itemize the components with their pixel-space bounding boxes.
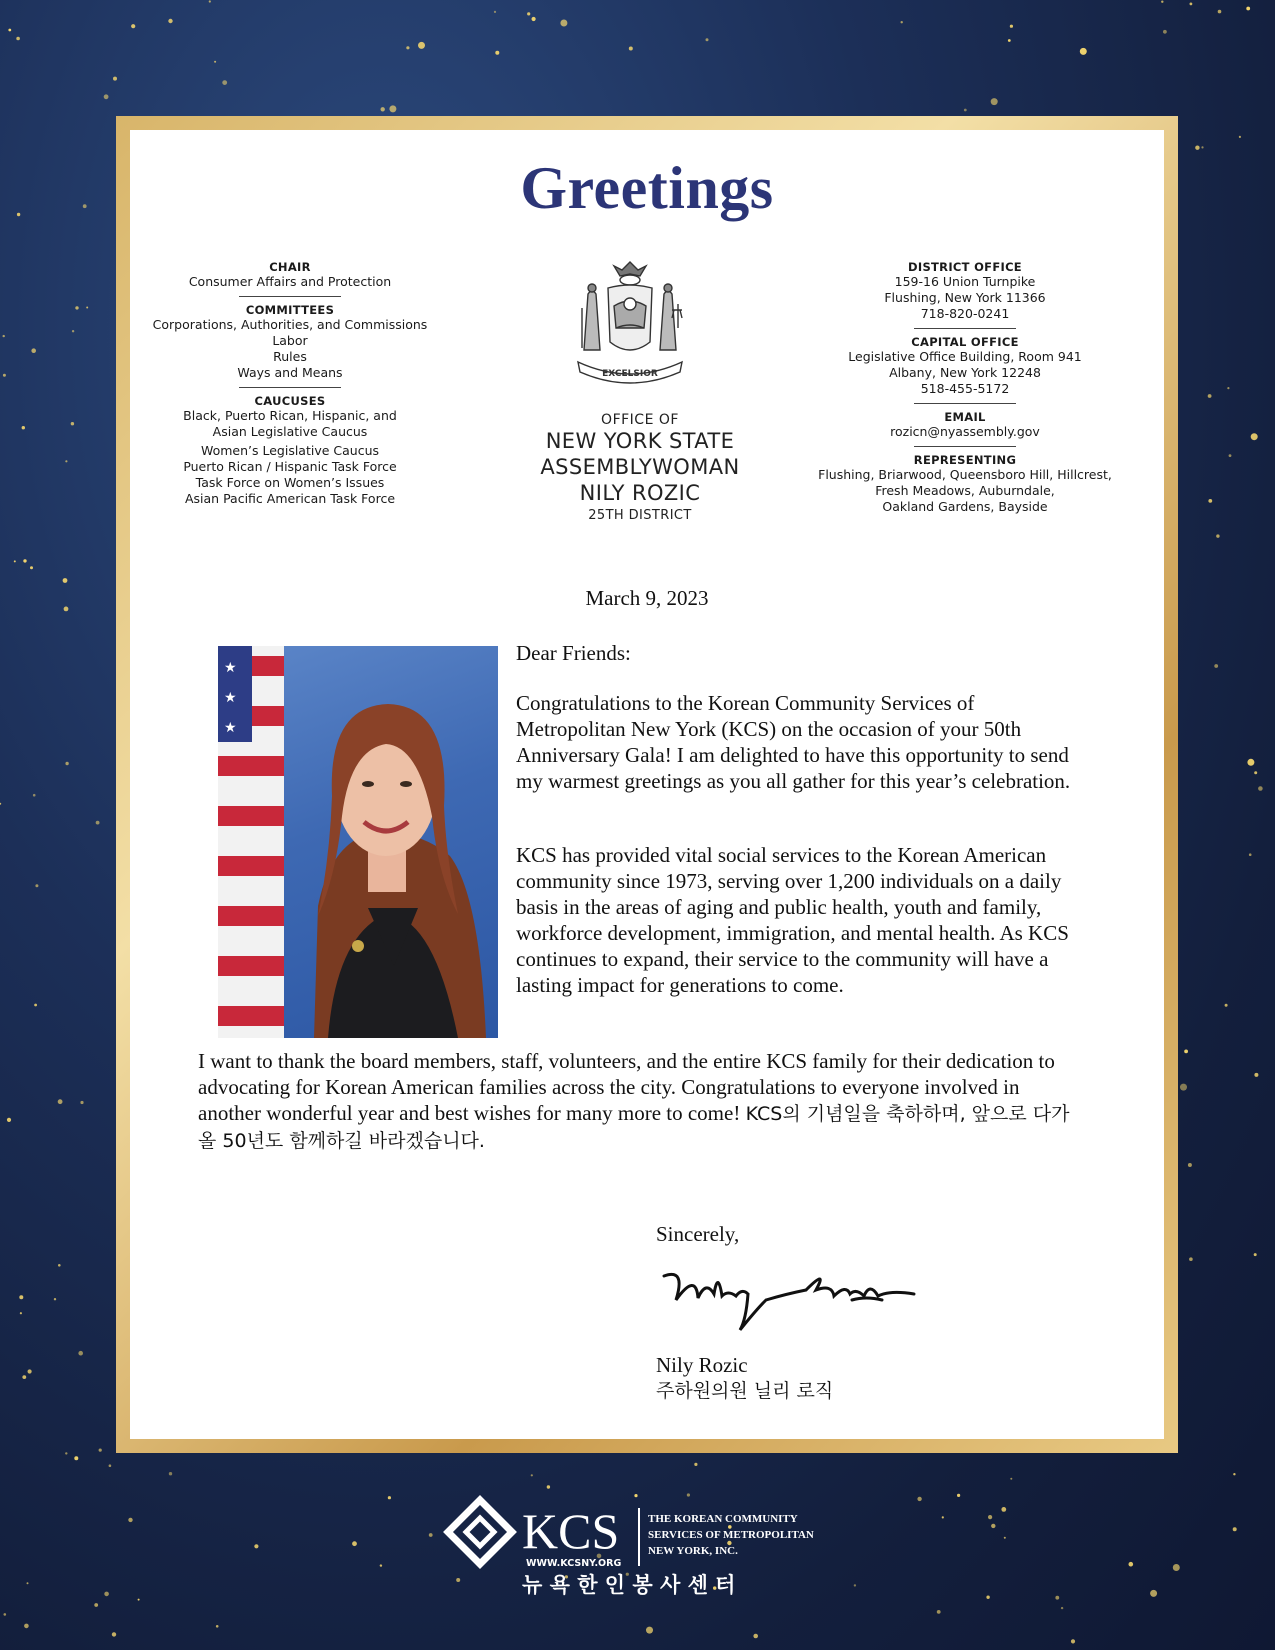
star [1163, 30, 1167, 34]
office-line: ASSEMBLYWOMAN [540, 455, 740, 479]
star [209, 0, 211, 2]
letter-paragraph-english: I want to thank the board members, staff, volunteers, and the entire KCS family for their dedication to advocating for Korean American families across the city. Congratulations to everyone involved in another wonderful year and best wishes for many more to come! [198, 1049, 1055, 1125]
star [1061, 1607, 1063, 1609]
star [1246, 7, 1250, 11]
star [429, 1533, 433, 1537]
star [901, 21, 903, 23]
office-title [510, 412, 770, 523]
star [1188, 1163, 1192, 1167]
star [28, 1369, 32, 1373]
star [131, 24, 135, 28]
star [128, 1518, 132, 1522]
star [991, 98, 998, 105]
letter-paragraph: KCS has provided vital social services to the Korean American community since 1973, serving over 1,200 individuals on a daily basis in the areas of aging and public health, youth and family, workforce development, immigration, and mental health. As KCS continues to expand, their service to the community will have a lasting impact for generations to come. [516, 843, 1069, 997]
star [54, 1298, 56, 1300]
star [1216, 534, 1219, 537]
seal-motto: EXCELSIOR [602, 369, 658, 379]
star [104, 1592, 109, 1597]
star [99, 1449, 102, 1452]
committees-label: COMMITTEES [245, 303, 335, 317]
caucuses-label: CAUCUSES [254, 394, 326, 408]
star [1004, 1537, 1006, 1539]
star [1189, 1257, 1193, 1261]
letter-closing: Sincerely, [656, 1222, 740, 1246]
chair-text: Consumer Affairs and Protection [188, 274, 392, 289]
star [75, 306, 78, 309]
star [1254, 1073, 1258, 1077]
star [19, 1295, 23, 1299]
star [381, 107, 385, 111]
star [35, 884, 38, 887]
star [547, 1485, 550, 1488]
chair-label: CHAIR [269, 260, 311, 274]
star [1071, 1639, 1075, 1643]
star [1227, 387, 1229, 389]
star [560, 20, 567, 27]
star [94, 1603, 98, 1607]
star [0, 803, 1, 805]
star [1080, 48, 1087, 55]
star [1001, 1507, 1006, 1512]
letter-salutation: Dear Friends: [516, 641, 631, 665]
star [1195, 146, 1199, 150]
star [1254, 771, 1257, 774]
kcs-fullname-line: THE KOREAN COMMUNITY [648, 1513, 798, 1525]
star [1254, 1253, 1257, 1256]
assembly-roles-column [150, 254, 430, 507]
committee-item: Ways and Means [237, 365, 343, 380]
star [72, 330, 74, 332]
star [78, 1351, 83, 1356]
caucus-item: Asian Pacific American Task Force [184, 491, 396, 506]
star [3, 374, 6, 377]
star [96, 821, 100, 825]
kcs-korean-name: 뉴 욕 한 인 봉 사 센 터 [522, 1573, 736, 1597]
star [1129, 1562, 1134, 1567]
star [352, 1541, 357, 1546]
contact-column [805, 254, 1125, 515]
capital-line: Albany, New York 12248 [889, 365, 1041, 380]
assemblywoman-portrait [218, 646, 498, 1038]
star [216, 1625, 219, 1628]
kcs-fullname-line: SERVICES OF METROPOLITAN [648, 1529, 814, 1541]
star [942, 1516, 944, 1518]
star [1239, 136, 1241, 138]
star [1258, 786, 1263, 791]
star [706, 38, 709, 41]
star [214, 61, 216, 63]
committee-item: Labor [272, 333, 308, 348]
star [1229, 454, 1232, 457]
star [1190, 3, 1193, 6]
star [988, 1515, 992, 1519]
office-district: 25TH DISTRICT [588, 508, 692, 523]
star [65, 762, 68, 765]
star [24, 1624, 29, 1629]
star [531, 1474, 533, 1476]
star [991, 1524, 995, 1528]
star [1150, 1590, 1157, 1597]
signer-block [656, 1352, 833, 1404]
office-name: NILY ROZIC [579, 481, 701, 505]
star [23, 559, 26, 562]
representing-label: REPRESENTING [913, 453, 1017, 467]
star [388, 1496, 391, 1499]
star [3, 335, 5, 337]
star [957, 1494, 960, 1497]
star [65, 460, 67, 462]
star [494, 11, 496, 13]
star [629, 47, 633, 51]
star [1208, 394, 1212, 398]
star [83, 204, 87, 208]
new-york-state-seal-icon [570, 258, 690, 390]
svg-text:★: ★ [224, 661, 237, 676]
caucus-item: Black, Puerto Rican, Hispanic, and [183, 408, 397, 423]
email-link[interactable]: rozicn@nyassembly.gov [890, 424, 1040, 439]
star [986, 1596, 989, 1599]
star [65, 1452, 67, 1454]
kcs-logo-name: KCS [522, 1503, 620, 1559]
kcs-diamond-icon [448, 1500, 512, 1564]
star [1251, 433, 1258, 440]
svg-text:★: ★ [224, 721, 237, 736]
capital-line: Legislative Office Building, Room 941 [848, 349, 1082, 364]
star [532, 17, 536, 21]
capital-office-label: CAPITAL OFFICE [911, 335, 1019, 349]
star [27, 1582, 29, 1584]
star [113, 77, 117, 81]
kcs-fullname-line: NEW YORK, INC. [648, 1545, 738, 1557]
representing-line: Flushing, Briarwood, Queensboro Hill, Hillcrest, [818, 467, 1112, 482]
star [1010, 25, 1013, 28]
star [30, 566, 33, 569]
star [168, 19, 172, 23]
star [389, 105, 396, 112]
star [58, 1099, 63, 1104]
star [14, 560, 16, 562]
star [16, 37, 20, 41]
caucus-item: Task Force on Women’s Issues [195, 475, 385, 490]
star [917, 1497, 921, 1501]
page-title: Greetings [520, 155, 774, 221]
greeting-card [130, 130, 1164, 1439]
signer-name: Nily Rozic [656, 1353, 748, 1377]
star [854, 1584, 856, 1586]
star [937, 1610, 941, 1614]
star [380, 1564, 382, 1566]
letter-paragraph [198, 1048, 1078, 1154]
star [254, 1544, 258, 1548]
kcs-website: WWW.KCSNY.ORG [526, 1558, 622, 1569]
american-flag-icon [218, 646, 284, 1038]
star [109, 1464, 112, 1467]
star [1225, 1004, 1228, 1007]
star [169, 1472, 172, 1475]
district-line: 159-16 Union Turnpike [894, 274, 1036, 289]
star [86, 307, 88, 309]
svg-text:★: ★ [224, 691, 237, 706]
district-line: Flushing, New York 11366 [884, 290, 1046, 305]
star [74, 1456, 78, 1460]
divider [239, 296, 341, 297]
star [1247, 759, 1254, 766]
office-line: NEW YORK STATE [545, 429, 735, 453]
capital-phone: 518-455-5172 [920, 381, 1010, 396]
office-line: OFFICE OF [601, 412, 679, 428]
star [1173, 1564, 1180, 1571]
star [20, 1312, 22, 1314]
star [406, 46, 409, 49]
star [22, 1375, 26, 1379]
letter-paragraph-korean: KCS의 기념일을 축하하며, 앞으로 다가올 50년도 함께하길 바라겠습니다. [198, 1103, 1070, 1152]
kcs-logo [438, 1490, 848, 1598]
caucus-item: Asian Legislative Caucus [212, 424, 368, 439]
star [694, 1463, 697, 1466]
representing-line: Oakland Gardens, Bayside [882, 499, 1048, 514]
star [58, 1264, 61, 1267]
divider [239, 387, 341, 388]
star [1233, 1473, 1235, 1475]
star [71, 422, 74, 425]
star [527, 12, 530, 15]
star [1010, 1478, 1012, 1480]
star [17, 213, 20, 216]
star [1201, 146, 1203, 148]
star [34, 1004, 37, 1007]
star [31, 348, 36, 353]
star [1218, 10, 1222, 14]
caucus-item: Puerto Rican / Hispanic Task Force [183, 459, 397, 474]
star [418, 42, 425, 49]
star [1233, 1527, 1237, 1531]
star [1055, 1596, 1059, 1600]
star [63, 578, 68, 583]
divider [914, 328, 1016, 329]
star [33, 794, 36, 797]
district-office-label: DISTRICT OFFICE [908, 260, 1022, 274]
star [138, 1599, 140, 1601]
star [4, 1613, 7, 1616]
star [1180, 1084, 1187, 1091]
divider [914, 446, 1016, 447]
star [22, 426, 25, 429]
star [753, 1634, 758, 1639]
email-label: EMAIL [944, 410, 986, 424]
committee-item: Rules [273, 349, 307, 364]
committee-item: Corporations, Authorities, and Commissions [152, 317, 428, 332]
star [1208, 499, 1212, 503]
star [1161, 1, 1163, 3]
district-phone: 718-820-0241 [920, 306, 1010, 321]
divider [914, 403, 1016, 404]
star [495, 51, 499, 55]
star [7, 1118, 11, 1122]
star [964, 109, 967, 112]
representing-line: Fresh Meadows, Auburndale, [875, 483, 1055, 498]
star [646, 1627, 653, 1634]
handwritten-signature [656, 1260, 926, 1340]
star [1214, 664, 1218, 668]
letter-paragraph: Congratulations to the Korean Community Services of Metropolitan New York (KCS) on the occasion of your 50th Anniversary Gala! I am delighted to have this opportunity to send my warmest greetings as you all gather for this year’s celebration. [516, 691, 1071, 793]
star [1249, 853, 1252, 856]
star [104, 94, 109, 99]
star [112, 1632, 116, 1636]
star [80, 1101, 83, 1104]
signer-name-korean: 주하원의원 닐리 로직 [656, 1380, 834, 1402]
caucus-item: Women’s Legislative Caucus [200, 443, 380, 458]
letter-date: March 9, 2023 [585, 586, 709, 610]
star [222, 80, 227, 85]
star [8, 29, 11, 32]
star [64, 607, 69, 612]
star [1184, 1050, 1188, 1054]
star [1008, 39, 1011, 42]
portrait-illustration [218, 646, 498, 1038]
